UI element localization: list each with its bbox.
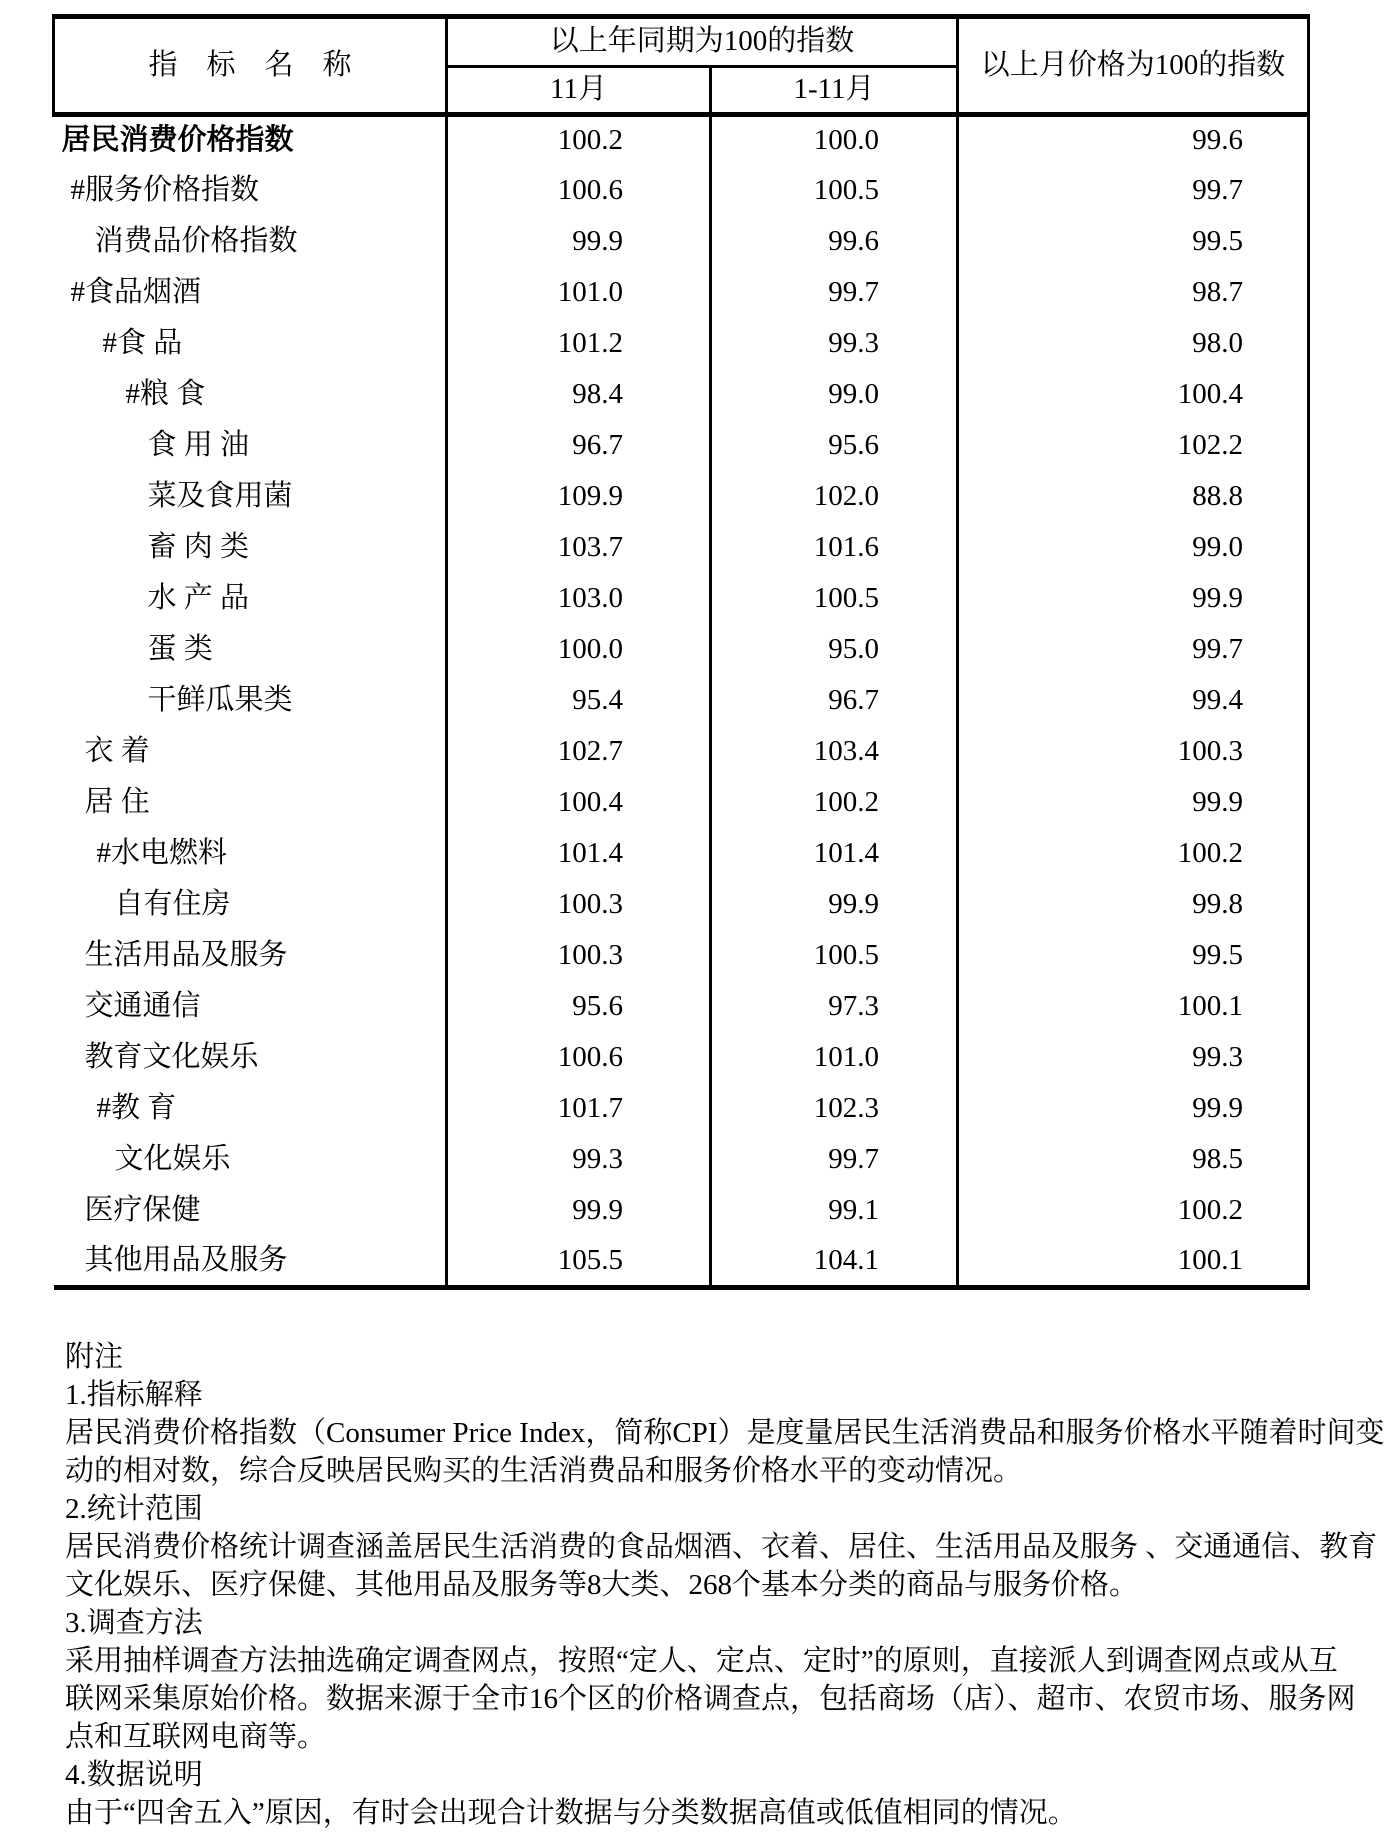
table-row bbox=[54, 268, 1309, 319]
jan-to-nov-index-cell: 101.6 bbox=[711, 523, 958, 574]
table-row bbox=[54, 115, 1309, 166]
table-row bbox=[54, 1033, 1309, 1084]
indicator-name-cell: 其他用品及服务 bbox=[54, 1237, 447, 1288]
header-jan-to-nov: 1-11月 bbox=[711, 67, 958, 115]
november-index-cell: 105.5 bbox=[447, 1237, 711, 1288]
table-row bbox=[54, 370, 1309, 421]
indicator-name-cell: 文化娱乐 bbox=[54, 1135, 447, 1186]
indicator-name-cell: 医疗保健 bbox=[54, 1186, 447, 1237]
november-index-cell: 99.3 bbox=[447, 1135, 711, 1186]
header-november: 11月 bbox=[447, 67, 711, 115]
jan-to-nov-index-cell: 95.0 bbox=[711, 625, 958, 676]
november-index-cell: 98.4 bbox=[447, 370, 711, 421]
november-index-cell: 102.7 bbox=[447, 727, 711, 778]
indicator-name-cell: 自有住房 bbox=[54, 880, 447, 931]
indicator-name-cell: 居 住 bbox=[54, 778, 447, 829]
footnote-line: 1.指标解释 bbox=[65, 1379, 203, 1411]
november-index-cell: 96.7 bbox=[447, 421, 711, 472]
indicator-name-cell: 干鲜瓜果类 bbox=[54, 676, 447, 727]
november-index-cell: 101.0 bbox=[447, 268, 711, 319]
mom-index-cell: 100.3 bbox=[958, 727, 1309, 778]
november-index-cell: 100.6 bbox=[447, 1033, 711, 1084]
november-index-cell: 100.4 bbox=[447, 778, 711, 829]
jan-to-nov-index-cell: 95.6 bbox=[711, 421, 958, 472]
indicator-name-cell: 水 产 品 bbox=[54, 574, 447, 625]
november-index-cell: 101.2 bbox=[447, 319, 711, 370]
mom-index-cell: 99.3 bbox=[958, 1033, 1309, 1084]
november-index-cell: 100.0 bbox=[447, 625, 711, 676]
mom-index-cell: 99.7 bbox=[958, 166, 1309, 217]
indicator-name-cell: 交通通信 bbox=[54, 982, 447, 1033]
indicator-name-cell: 生活用品及服务 bbox=[54, 931, 447, 982]
mom-index-cell: 98.5 bbox=[958, 1135, 1309, 1186]
november-index-cell: 109.9 bbox=[447, 472, 711, 523]
jan-to-nov-index-cell: 100.5 bbox=[711, 574, 958, 625]
november-index-cell: 100.3 bbox=[447, 880, 711, 931]
table-row bbox=[54, 880, 1309, 931]
mom-index-cell: 99.8 bbox=[958, 880, 1309, 931]
jan-to-nov-index-cell: 104.1 bbox=[711, 1237, 958, 1288]
mom-index-cell: 99.9 bbox=[958, 574, 1309, 625]
table-row bbox=[54, 421, 1309, 472]
table-row bbox=[54, 778, 1309, 829]
mom-index-cell: 88.8 bbox=[958, 472, 1309, 523]
jan-to-nov-index-cell: 100.2 bbox=[711, 778, 958, 829]
jan-to-nov-index-cell: 97.3 bbox=[711, 982, 958, 1033]
footnote-line: 采用抽样调查方法抽选确定调查网点，按照“定人、定点、定时”的原则，直接派人到调查网点或从互 bbox=[65, 1645, 1338, 1677]
indicator-name-cell: #食 品 bbox=[54, 319, 447, 370]
jan-to-nov-index-cell: 102.3 bbox=[711, 1084, 958, 1135]
jan-to-nov-index-cell: 101.4 bbox=[711, 829, 958, 880]
jan-to-nov-index-cell: 96.7 bbox=[711, 676, 958, 727]
mom-index-cell: 99.9 bbox=[958, 1084, 1309, 1135]
november-index-cell: 103.0 bbox=[447, 574, 711, 625]
table-row bbox=[54, 829, 1309, 880]
mom-index-cell: 98.0 bbox=[958, 319, 1309, 370]
table-row bbox=[54, 523, 1309, 574]
indicator-name-cell: 食 用 油 bbox=[54, 421, 447, 472]
table-row bbox=[54, 472, 1309, 523]
mom-index-cell: 99.6 bbox=[958, 115, 1309, 166]
table-row bbox=[54, 676, 1309, 727]
jan-to-nov-index-cell: 101.0 bbox=[711, 1033, 958, 1084]
mom-index-cell: 100.4 bbox=[958, 370, 1309, 421]
header-yoy-group: 以上年同期为100的指数 bbox=[447, 17, 958, 67]
indicator-name-cell: 消费品价格指数 bbox=[54, 217, 447, 268]
november-index-cell: 101.7 bbox=[447, 1084, 711, 1135]
jan-to-nov-index-cell: 99.7 bbox=[711, 268, 958, 319]
november-index-cell: 103.7 bbox=[447, 523, 711, 574]
indicator-name-cell: #食品烟酒 bbox=[54, 268, 447, 319]
indicator-name-cell: #水电燃料 bbox=[54, 829, 447, 880]
footnote-line: 点和互联网电商等。 bbox=[65, 1721, 327, 1753]
indicator-name-cell: 菜及食用菌 bbox=[54, 472, 447, 523]
footnote-line: 文化娱乐、医疗保健、其他用品及服务等8大类、268个基本分类的商品与服务价格。 bbox=[65, 1569, 1139, 1601]
november-index-cell: 99.9 bbox=[447, 217, 711, 268]
mom-index-cell: 99.7 bbox=[958, 625, 1309, 676]
table-row bbox=[54, 217, 1309, 268]
november-index-cell: 95.6 bbox=[447, 982, 711, 1033]
indicator-name-cell: #教 育 bbox=[54, 1084, 447, 1135]
footnote-line: 动的相对数，综合反映居民购买的生活消费品和服务价格水平的变动情况。 bbox=[65, 1455, 1023, 1487]
table-row bbox=[54, 982, 1309, 1033]
table-row bbox=[54, 1237, 1309, 1288]
mom-index-cell: 100.1 bbox=[958, 1237, 1309, 1288]
indicator-name-cell: #服务价格指数 bbox=[54, 166, 447, 217]
mom-index-cell: 100.1 bbox=[958, 982, 1309, 1033]
mom-index-cell: 99.9 bbox=[958, 778, 1309, 829]
mom-index-cell: 100.2 bbox=[958, 1186, 1309, 1237]
indicator-name-cell: 衣 着 bbox=[54, 727, 447, 778]
jan-to-nov-index-cell: 99.6 bbox=[711, 217, 958, 268]
november-index-cell: 100.6 bbox=[447, 166, 711, 217]
jan-to-nov-index-cell: 100.5 bbox=[711, 931, 958, 982]
footnote-line: 居民消费价格指数（Consumer Price Index，简称CPI）是度量居民生活消费品和服务价格水平随着时间变 bbox=[65, 1417, 1385, 1449]
indicator-name-cell: 畜 肉 类 bbox=[54, 523, 447, 574]
november-index-cell: 99.9 bbox=[447, 1186, 711, 1237]
indicator-name-cell: #粮 食 bbox=[54, 370, 447, 421]
footnote-line: 2.统计范围 bbox=[65, 1493, 203, 1525]
november-index-cell: 100.3 bbox=[447, 931, 711, 982]
jan-to-nov-index-cell: 99.7 bbox=[711, 1135, 958, 1186]
mom-index-cell: 100.2 bbox=[958, 829, 1309, 880]
table-row bbox=[54, 1135, 1309, 1186]
table-row bbox=[54, 727, 1309, 778]
indicator-name-cell: 居民消费价格指数 bbox=[54, 115, 447, 166]
indicator-name-cell: 教育文化娱乐 bbox=[54, 1033, 447, 1084]
november-index-cell: 100.2 bbox=[447, 115, 711, 166]
table-row bbox=[54, 574, 1309, 625]
mom-index-cell: 99.4 bbox=[958, 676, 1309, 727]
jan-to-nov-index-cell: 99.3 bbox=[711, 319, 958, 370]
header-row-group bbox=[54, 17, 1309, 67]
footnotes-section bbox=[65, 1338, 1385, 1832]
mom-index-cell: 99.0 bbox=[958, 523, 1309, 574]
mom-index-cell: 99.5 bbox=[958, 931, 1309, 982]
november-index-cell: 95.4 bbox=[447, 676, 711, 727]
footnote-line: 附注 bbox=[65, 1341, 124, 1373]
table-row bbox=[54, 1186, 1309, 1237]
jan-to-nov-index-cell: 99.1 bbox=[711, 1186, 958, 1237]
table-row bbox=[54, 931, 1309, 982]
jan-to-nov-index-cell: 100.5 bbox=[711, 166, 958, 217]
jan-to-nov-index-cell: 103.4 bbox=[711, 727, 958, 778]
mom-index-cell: 98.7 bbox=[958, 268, 1309, 319]
jan-to-nov-index-cell: 99.0 bbox=[711, 370, 958, 421]
header-indicator-name: 指 标 名 称 bbox=[54, 17, 447, 115]
jan-to-nov-index-cell: 100.0 bbox=[711, 115, 958, 166]
mom-index-cell: 102.2 bbox=[958, 421, 1309, 472]
header-mom-index: 以上月价格为100的指数 bbox=[958, 17, 1309, 115]
jan-to-nov-index-cell: 99.9 bbox=[711, 880, 958, 931]
mom-index-cell: 99.5 bbox=[958, 217, 1309, 268]
table-row bbox=[54, 1084, 1309, 1135]
footnote-line: 3.调查方法 bbox=[65, 1607, 203, 1639]
footnote-line: 居民消费价格统计调查涵盖居民生活消费的食品烟酒、衣着、居住、生活用品及服务 、交通通信、教育 bbox=[65, 1531, 1378, 1563]
november-index-cell: 101.4 bbox=[447, 829, 711, 880]
cpi-index-table bbox=[52, 14, 1310, 1290]
table-row bbox=[54, 319, 1309, 370]
indicator-name-cell: 蛋 类 bbox=[54, 625, 447, 676]
table-row bbox=[54, 625, 1309, 676]
footnote-line: 4.数据说明 bbox=[65, 1759, 203, 1791]
footnote-line: 联网采集原始价格。数据来源于全市16个区的价格调查点，包括商场（店）、超市、农贸市场、服务网 bbox=[65, 1683, 1356, 1715]
table-row bbox=[54, 166, 1309, 217]
jan-to-nov-index-cell: 102.0 bbox=[711, 472, 958, 523]
footnote-line: 由于“四舍五入”原因，有时会出现合计数据与分类数据高值或低值相同的情况。 bbox=[65, 1797, 1077, 1829]
